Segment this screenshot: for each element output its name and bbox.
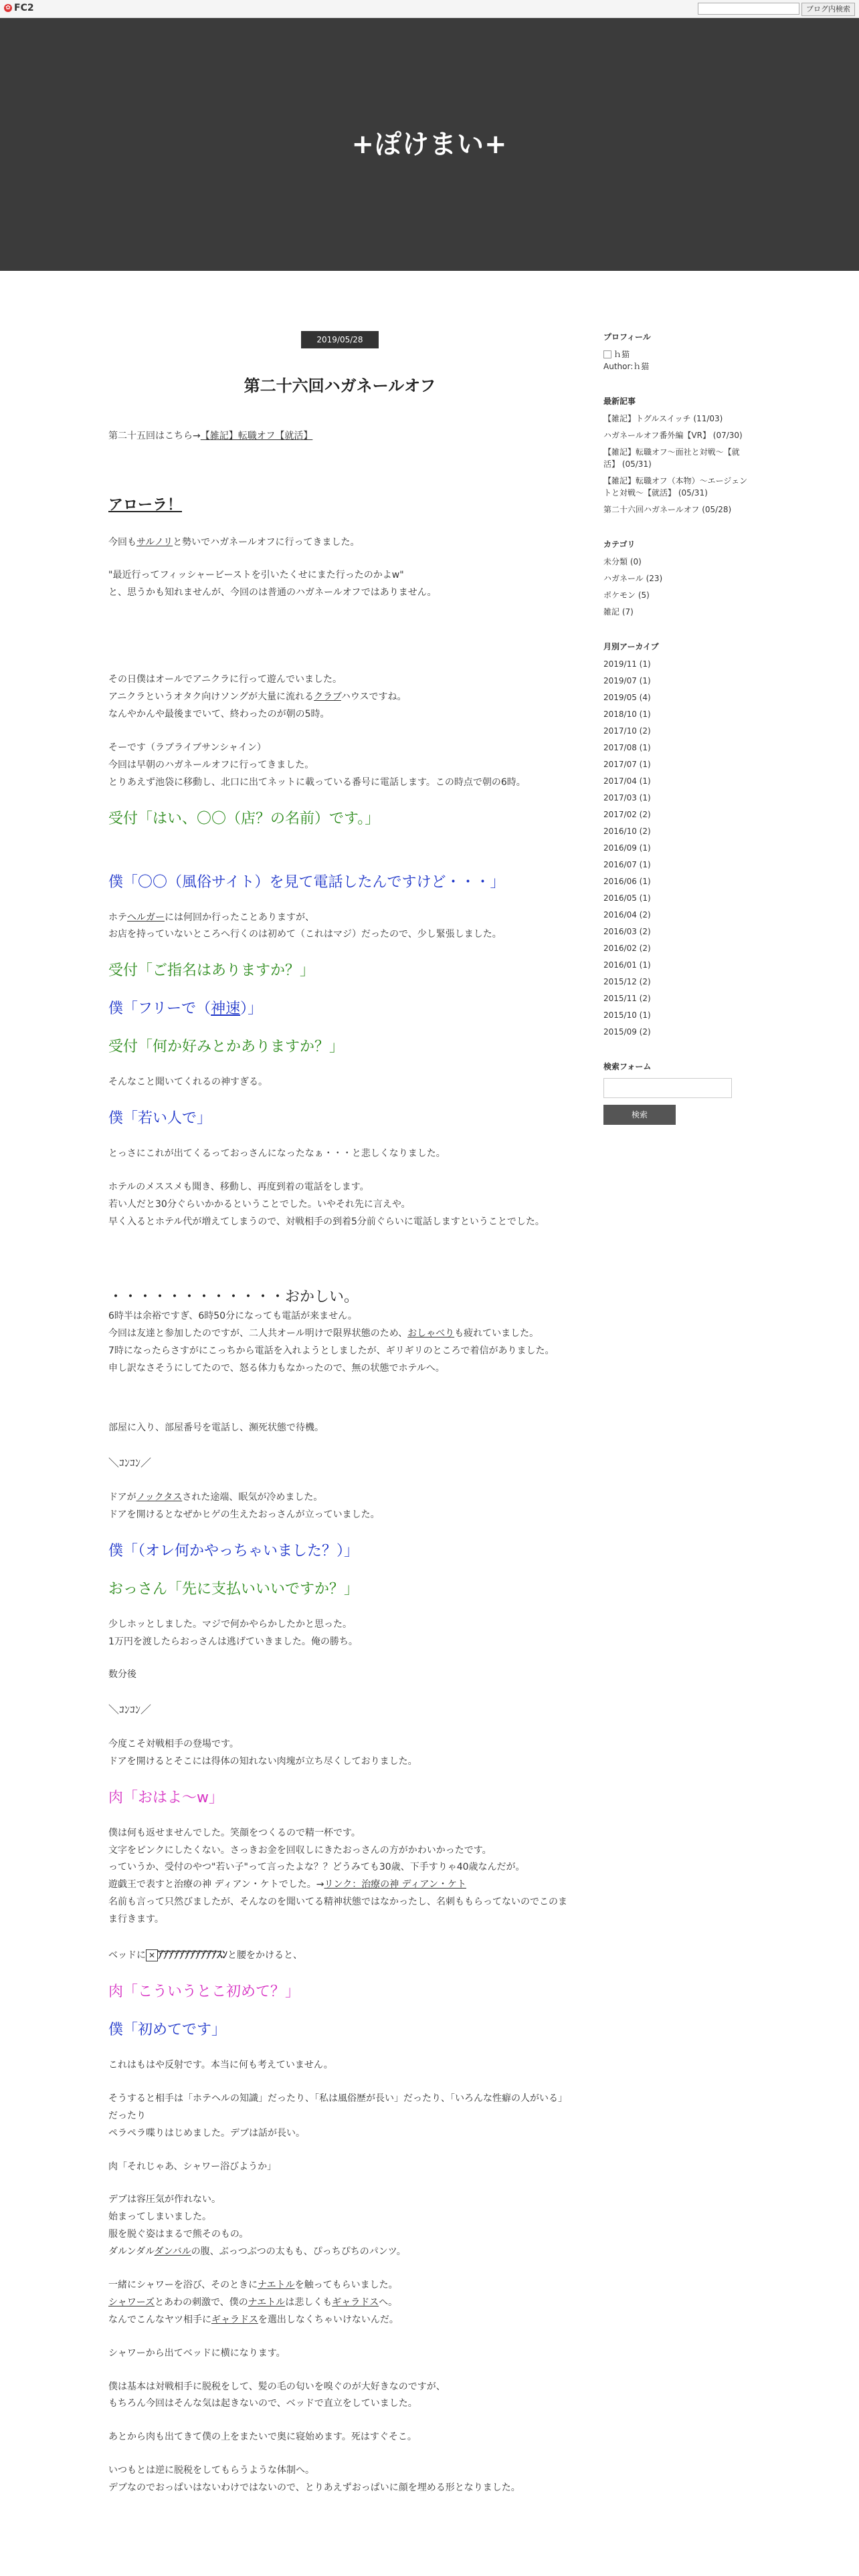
author-name: Author:ｈ猫 bbox=[603, 362, 650, 371]
recent-posts-heading: 最新記事 bbox=[603, 397, 636, 406]
archive-link[interactable]: 2015/09 (2) bbox=[603, 1027, 651, 1037]
dialogue-line: 僕「〇〇（風俗サイト）を見て電話したんですけど・・・」 bbox=[108, 873, 505, 891]
archive-link[interactable]: 2016/05 (1) bbox=[603, 893, 651, 903]
archive-link[interactable]: 2019/05 (4) bbox=[603, 693, 651, 702]
category-heading: カテゴリ bbox=[603, 540, 636, 549]
text: ダルンダル bbox=[108, 2246, 155, 2258]
text: そうすると相手は「ホテヘルの知識」だったり、「私は風俗歴が長い」だったり、「いろんな性癖の人がいる」だったり bbox=[108, 2092, 567, 2121]
archive-link[interactable]: 2017/03 (1) bbox=[603, 793, 651, 802]
recent-post-link[interactable]: ハガネールオフ番外編【VR】 (07/30) bbox=[603, 431, 743, 440]
archive-link[interactable]: 2016/01 (1) bbox=[603, 960, 651, 970]
paragraph bbox=[108, 534, 571, 552]
category-link[interactable]: ハガネール (23) bbox=[603, 574, 663, 583]
text: ドアを開けるとなぜかヒゲの生えたおっさんが立っていました。 bbox=[108, 1509, 380, 1520]
recent-post-link[interactable]: 【雑記】転職オフ（本物）〜エージェントと対戦〜【就活】 (05/31) bbox=[603, 476, 748, 498]
paragraph bbox=[108, 2379, 571, 2413]
paragraph bbox=[108, 1945, 571, 1965]
post-body bbox=[108, 428, 571, 2497]
paragraph: あとから肉も出てきて僕の上をまたいで奥に寝始めます。死はすぐそこ。 bbox=[108, 2432, 417, 2443]
fc2-search-button[interactable]: ブログ内検索 bbox=[801, 3, 855, 16]
keyword-link[interactable]: サルノリ bbox=[136, 536, 173, 548]
paragraph bbox=[108, 1616, 571, 1651]
paragraph bbox=[108, 740, 571, 792]
dialogue-line: 僕「若い人で」 bbox=[108, 1110, 212, 1128]
paragraph: 部屋に入り、部屋番号を電話し、瀕死状態で待機。 bbox=[108, 1422, 324, 1434]
text: は悲しくも bbox=[285, 2296, 332, 2308]
category-link[interactable]: 雑記 (7) bbox=[603, 607, 634, 617]
text: と腰をかけると、 bbox=[227, 1950, 303, 1961]
text: 少しホッとしました。マジで何かやらかしたかと思った。 bbox=[108, 1618, 352, 1630]
keyword-link[interactable]: ナエトル bbox=[248, 2296, 286, 2308]
text: いつもとは逆に脱税をしてもらうような体制へ。 bbox=[108, 2465, 314, 2476]
text: 僕「フリーで（ bbox=[108, 1000, 211, 1018]
text: そーです（ラブライブサンシャイン） bbox=[108, 742, 266, 753]
text: を触ってもらいました。 bbox=[294, 2279, 398, 2290]
site-header bbox=[0, 18, 859, 271]
recent-posts-section bbox=[603, 395, 751, 516]
recent-post-link[interactable]: 第二十六回ハガネールオフ (05/28) bbox=[603, 505, 732, 514]
archive-link[interactable]: 2016/07 (1) bbox=[603, 860, 651, 869]
text: と、思うかも知れませんが、今回のは普通のハガネールオフではありません。 bbox=[108, 587, 437, 599]
text: ドアを開けるとそこには得体の知れない肉塊が立ち尽くしておりました。 bbox=[108, 1755, 417, 1767]
category-section bbox=[603, 538, 751, 618]
paragraph: シャワーから出てベッドに横になります。 bbox=[108, 2347, 286, 2359]
text: ホテ bbox=[108, 911, 127, 923]
archive-link[interactable]: 2016/09 (1) bbox=[603, 843, 651, 853]
archive-link[interactable]: 2017/04 (1) bbox=[603, 776, 651, 786]
external-link[interactable]: リンク：治療の神 ディアン・ケト bbox=[324, 1879, 466, 1891]
profile-heading: プロフィール bbox=[603, 332, 651, 342]
text: アニクラというオタク向けソングが大量に流れる bbox=[108, 691, 314, 703]
dialogue-line bbox=[108, 998, 571, 1020]
paragraph bbox=[108, 1308, 571, 1378]
archive-link[interactable]: 2016/04 (2) bbox=[603, 910, 651, 920]
text: もちろん今回はそんな気は起きないので、ベッドで直立をしていました。 bbox=[108, 2398, 417, 2409]
recent-post-link[interactable]: 【雑記】転職オフ〜面社と対戦〜【就活】 (05/31) bbox=[603, 447, 740, 469]
text: 今回は友達と参加したのですが、二人共オール明けで限界状態のため、 bbox=[108, 1327, 408, 1339]
text: 僕は基本は対戦相手に脱税をして、髪の毛の匂いを嗅ぐのが大好きなのですが、 bbox=[108, 2381, 446, 2392]
text: ドアが bbox=[108, 1491, 136, 1503]
paragraph bbox=[108, 1825, 571, 1929]
archive-list bbox=[603, 658, 751, 1038]
paragraph bbox=[108, 1489, 571, 1524]
dialogue-line: 肉「おはよ～w」 bbox=[108, 1789, 223, 1806]
archive-link[interactable]: 2016/06 (1) bbox=[603, 877, 651, 886]
text: へ。 bbox=[379, 2296, 398, 2308]
keyword-link[interactable]: ナエトル bbox=[258, 2279, 295, 2290]
knock-sound: ＼ｺﾝｺﾝ／ bbox=[108, 1457, 152, 1470]
text: 文字をピンクにしたくない。さっきお金を回収しにきたおっさんの方がかわいかったです。 bbox=[108, 1844, 492, 1856]
paragraph bbox=[108, 909, 571, 944]
category-link[interactable]: ポケモン (5) bbox=[603, 591, 650, 600]
paragraph bbox=[108, 671, 571, 724]
search-section bbox=[603, 1061, 751, 1125]
paragraph bbox=[108, 1179, 571, 1231]
search-heading: 検索フォーム bbox=[603, 1062, 652, 1071]
archive-link[interactable]: 2017/07 (1) bbox=[603, 760, 651, 769]
archive-link[interactable]: 2019/07 (1) bbox=[603, 676, 651, 685]
main-content bbox=[108, 331, 571, 2513]
text: ホテルのメススメも聞き、移動し、再度到着の電話をします。 bbox=[108, 1182, 369, 1193]
broken-image-icon: ✕ bbox=[146, 1949, 158, 1961]
dialogue-line: 受付「はい、〇〇（店？の名前）です。」 bbox=[108, 810, 380, 827]
text: なんやかんや最後までいて、終わったのが朝の5時。 bbox=[108, 709, 330, 720]
paragraph: これはもはや反射です。本当に何も考えていません。 bbox=[108, 2059, 333, 2070]
category-link[interactable]: 未分類 (0) bbox=[603, 557, 642, 566]
archive-link[interactable]: 2016/03 (2) bbox=[603, 927, 651, 936]
search-input[interactable] bbox=[603, 1078, 732, 1098]
text: ）」 bbox=[240, 1000, 263, 1018]
recent-post-link[interactable]: 【雑記】トグルスイッチ (11/03) bbox=[603, 414, 723, 423]
recent-posts-list bbox=[603, 413, 751, 516]
text: 始まってしまいました。 bbox=[108, 2212, 211, 2223]
search-button[interactable]: 検索 bbox=[603, 1105, 676, 1125]
archive-heading: 月別アーカイブ bbox=[603, 642, 659, 651]
dialogue-line: 受付「何か好みとかありますか？」 bbox=[108, 1039, 345, 1056]
prev-post-link[interactable]: 【雑記】転職オフ【就活】 bbox=[200, 431, 313, 441]
text: ｱｱｱｱｱｱｱｱｱｱｱｽﾝ bbox=[158, 1948, 228, 1961]
text: とりあえず池袋に移動し、北口に出てネットに載っている番号に電話します。この時点で朝の6時。 bbox=[108, 776, 526, 788]
archive-link[interactable]: 2016/02 (2) bbox=[603, 944, 651, 953]
paragraph: 数分後 bbox=[108, 1669, 136, 1681]
text: お店を持っていないところへ行くのは初めて（これはマジ）だったので、少し緊張しました。 bbox=[108, 929, 502, 940]
section-title: アローラ！ bbox=[108, 496, 183, 514]
post-date: 2019/05/28 bbox=[301, 331, 379, 348]
archive-link[interactable]: 2017/02 (2) bbox=[603, 810, 651, 819]
text: 1万円を渡したらおっさんは逃げていきました。俺の勝ち。 bbox=[108, 1636, 358, 1647]
text: ベッドに bbox=[108, 1950, 146, 1961]
keyword-link[interactable]: 神速 bbox=[211, 1000, 241, 1018]
intro-line bbox=[108, 428, 571, 445]
text: ハウスですね。 bbox=[341, 691, 407, 703]
keyword-link[interactable]: おしゃべり bbox=[407, 1327, 455, 1339]
paragraph: 肉「それじゃあ、シャワー浴びようか」 bbox=[108, 2161, 277, 2172]
category-list bbox=[603, 556, 751, 618]
text: その日僕はオールでアニクラに行って遊んでいました。 bbox=[108, 674, 343, 685]
keyword-link[interactable]: ダンバル bbox=[154, 2246, 191, 2258]
sidebar bbox=[603, 331, 751, 1148]
archive-link[interactable]: 2019/11 (1) bbox=[603, 659, 651, 669]
text: 早く入るとホテル代が増えてしまうので、対戦相手の到着5分前ぐらいに電話しますということでした。 bbox=[108, 1216, 545, 1227]
keyword-link[interactable]: ギャラドス bbox=[211, 2314, 258, 2325]
text: とあわの刺激で、僕の bbox=[155, 2296, 248, 2308]
site-title[interactable]: +ぽけまい+ bbox=[351, 129, 508, 160]
text: 服を脱ぐ姿はまるで熊そのもの。 bbox=[108, 2229, 249, 2240]
paragraph bbox=[108, 2191, 571, 2261]
text: 若い人だと30分ぐらいかかるということでした。いやそれ先に言えや。 bbox=[108, 1199, 411, 1210]
keyword-link[interactable]: ヘルガー bbox=[127, 911, 165, 923]
text: を選出しなくちゃいけないんだ。 bbox=[258, 2314, 399, 2325]
paragraph bbox=[108, 2090, 571, 2143]
paragraph bbox=[108, 2462, 571, 2497]
fc2-logo[interactable] bbox=[4, 3, 34, 13]
fc2-toolbar bbox=[0, 0, 859, 18]
keyword-link[interactable]: ギャラドス bbox=[332, 2296, 379, 2308]
text: デブは容圧気が作れない。 bbox=[108, 2194, 221, 2206]
post-title[interactable]: 第二十六回ハガネールオフ bbox=[244, 377, 436, 395]
text: 6時半は余裕ですぎ、6時50分になっても電話が来ません。 bbox=[108, 1310, 357, 1321]
text: も疲れていました。 bbox=[454, 1327, 539, 1339]
archive-link[interactable]: 2017/10 (2) bbox=[603, 726, 651, 736]
keyword-link[interactable]: クラブ bbox=[314, 691, 341, 703]
archive-link[interactable]: 2018/10 (1) bbox=[603, 710, 651, 719]
text: なんでこんなヤツ相手に bbox=[108, 2314, 211, 2325]
archive-section bbox=[603, 641, 751, 1038]
paragraph: そんなこと聞いてくれるの神すぎる。 bbox=[108, 1077, 268, 1088]
paragraph bbox=[108, 2277, 571, 2329]
text: 僕は何も返せませんでした。笑顔をつくるので精一杯です。 bbox=[108, 1827, 361, 1838]
intro-text: 第二十五回はこちら→ bbox=[108, 431, 201, 441]
text: には何回か行ったことありますが、 bbox=[165, 911, 314, 923]
archive-link[interactable]: 2017/08 (1) bbox=[603, 743, 651, 752]
fc2-logo-text: FC2 bbox=[14, 3, 34, 13]
dialogue-line: 肉「こういうとこ初めて？」 bbox=[108, 1983, 300, 2000]
text: ペラペラ喋りはじめました。デブは話が長い。 bbox=[108, 2127, 305, 2139]
text: 7時になったらさすがにこっちから電話を入れようとしましたが、ギリギリのところで着信がありました。 bbox=[108, 1345, 555, 1356]
text: 今度こそ対戦相手の登場です。 bbox=[108, 1738, 239, 1749]
keyword-link[interactable]: ノックタス bbox=[136, 1491, 183, 1503]
text: "最近行ってフィッシャービーストを引いたくせにまた行ったのかよw" bbox=[108, 570, 404, 581]
text: の腹、ぶっつぶつの太もも、ぴっちぴちのパンツ。 bbox=[191, 2246, 406, 2258]
paragraph: とっさにこれが出てくるっておっさんになったなぁ・・・と悲しくなりました。 bbox=[108, 1148, 446, 1160]
fc2-search-input[interactable] bbox=[698, 3, 799, 15]
avatar bbox=[603, 348, 751, 360]
paragraph bbox=[108, 567, 571, 602]
text: っていうか、受付のやつ"若い子"って言ったよな？？どうみても30歳、下手すりゃ40歳なんだが。 bbox=[108, 1862, 525, 1873]
paragraph bbox=[108, 1736, 571, 1771]
archive-link[interactable]: 2015/12 (2) bbox=[603, 977, 651, 986]
text: 遊戯王で表すと治療の神 ディアン・ケトでした。→ bbox=[108, 1879, 324, 1891]
text: と勢いでハガネールオフに行ってきました。 bbox=[173, 536, 360, 548]
dialogue-line: 僕「初めてです」 bbox=[108, 2021, 227, 2038]
text: 申し訳なさそうにしてたので、怒る体力もなかったので、無の状態でホテルへ。 bbox=[108, 1362, 445, 1374]
archive-link[interactable]: 2016/10 (2) bbox=[603, 827, 651, 836]
dialogue-line: 受付「ご指名はありますか？」 bbox=[108, 962, 315, 980]
avatar-alt-text: ｈ猫 bbox=[613, 350, 630, 359]
dialogue-line: ・・・・・・・・・・・・おかしい。 bbox=[108, 1288, 359, 1305]
profile-section bbox=[603, 331, 751, 372]
text: された途端、眠気が冷めました。 bbox=[182, 1491, 323, 1503]
archive-link[interactable]: 2015/11 (2) bbox=[603, 994, 651, 1003]
fc2-logo-icon: ✿ bbox=[4, 4, 12, 12]
text: 今回も bbox=[108, 536, 136, 548]
text: 一緒にシャワーを浴び、そのときに bbox=[108, 2279, 258, 2290]
dialogue-line: おっさん「先に支払いいいですか？」 bbox=[108, 1580, 359, 1598]
text: 名前も言って只然びましたが、そんなのを聞いてる精神状態ではなかったし、名刺ももらってないのでこのまま行きます。 bbox=[108, 1897, 567, 1925]
text: 今回は早朝のハガネールオフに行ってきました。 bbox=[108, 759, 314, 770]
broken-image-icon bbox=[603, 350, 611, 358]
knock-sound: ＼ｺﾝｺﾝ／ bbox=[108, 1703, 152, 1717]
keyword-link[interactable]: シャワーズ bbox=[108, 2296, 155, 2308]
text: デブなのでおっぱいはないわけではないので、とりあえずおっぱいに顔を埋める形となりました。 bbox=[108, 2482, 520, 2494]
archive-link[interactable]: 2015/10 (1) bbox=[603, 1010, 651, 1020]
fc2-search bbox=[698, 3, 855, 16]
dialogue-line: 僕「（オレ何かやっちゃいました？）」 bbox=[108, 1542, 359, 1560]
